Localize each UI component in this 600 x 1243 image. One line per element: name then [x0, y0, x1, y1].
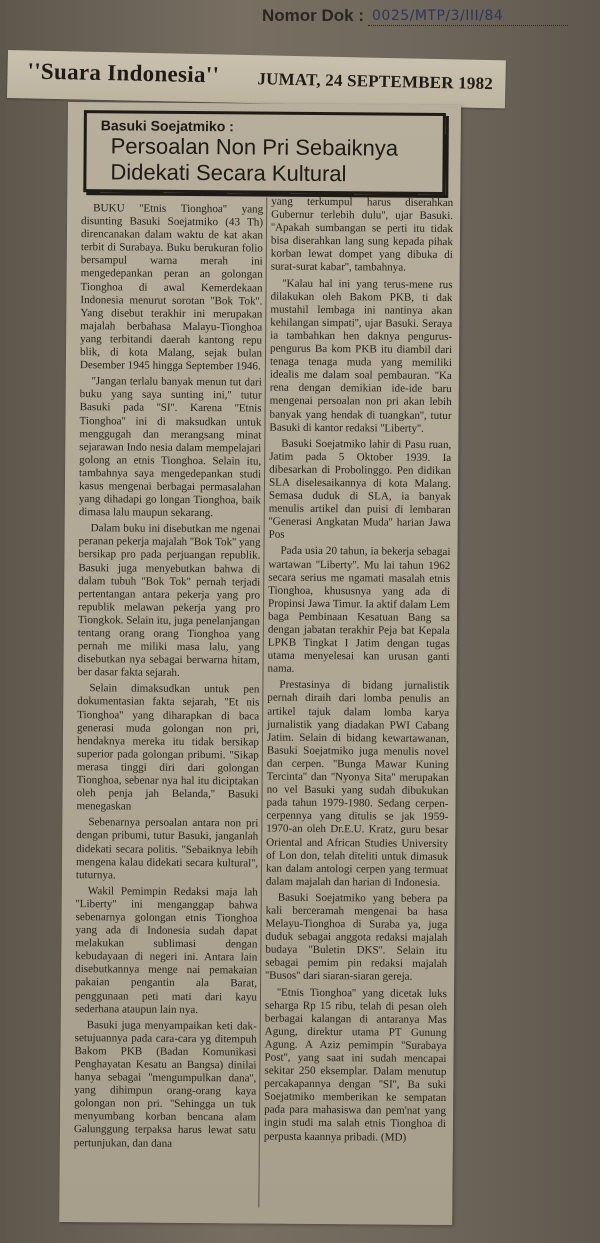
paragraph: yang terkumpul harus diserahkan Gubernur terlebih dulu'', ujar Basuki. ''Apakah sumbangan se perti itu tidak bisa diserahkan lang sung kepada pihak korban lewat dompet yang dibuka di surat-surat kabar'', tambahnya.: [270, 195, 454, 275]
paragraph: Basuki juga menyampaikan keti dak-setujuannya pada cara-cara yg ditempuh Bakom PKB (Badan Komunikasi Penghayatan Kesatu an Bangsa) dinilai hanya sebagai ''mengumpulkan dana'', yang dihimpun orang-orang kaya golongan non pri. ''Sehingga un tuk menyumbang korban bencana alam Galunggung terpaksa harus lewat satu pertunjukan, dan dana: [73, 1018, 257, 1150]
doc-number-line: [368, 25, 568, 26]
doc-number-value: 0025/MTP/3/III/84: [372, 8, 504, 24]
paragraph: Basuki Soejatmiko yang bebera pa kali berceramah mengenai ba hasa Melayu-Tionghoa di Suraba ya, juga duduk sebagai anggota redaksi majalah budaya ''Buletin DKS''. Selain itu sebagai pemim pin redaksi majalah ''Busos'' dari siaran-siaran gereja.: [265, 891, 448, 984]
paragraph: ''Jangan terlalu banyak menun tut dari buku yang saya sunting ini,'' tutur Basuki pada ''SI''. Karena ''Etnis Tionghoa'' ini di maksudkan untuk menggugah dan merangsang minat sejarawan Indo nesia dalam mempelajari golong an etnis Tionghoa. Selain itu, tambahnya saya mengedepankan studi kasus mengenai berbagai permasalahan yang dihadapi go longan Tionghoa, baik dimasa lalu maupun sekarang.: [78, 375, 262, 520]
paragraph: Basuki Soejatmiko lahir di Pasu ruan, Jatim pada 5 Oktober 1939. Ia dibesarkan di Probolinggo. Pen didikan SLA diselesaikannya di kota Malang. Semasa duduk di SLA, ia banyak menulis artikel dan puisi di lembaran ''Generasi Angkatan Muda'' harian Jawa Pos: [268, 437, 452, 542]
publication-date: JUMAT, 24 SEPTEMBER 1982: [257, 69, 494, 94]
article-body: [65, 195, 455, 1215]
left-column: [74, 202, 263, 1154]
paragraph: Sebenarnya persoalan antara non pri dengan pribumi, tutur Basuki, janganlah didekati secara politis. ''Sebaiknya lebih mengena kalau didekati secara kultural'', tuturnya.: [75, 816, 259, 882]
masthead-strip: [7, 50, 506, 108]
article-kicker: Basuki Soejatmiko :: [100, 117, 234, 135]
article-headline: Persoalan Non Pri Sebaiknya Didekati Secara Kultural: [110, 133, 399, 187]
doc-number-label: Nomor Dok :: [262, 6, 364, 25]
paragraph: ''Etnis Tionghoa'' yang dicetak luks seharga Rp 15 ribu, telah di pesan oleh berbagai kalangan di antaranya Mas Agung, direktur utama PT Gunung Agung. A Aziz pemimpin ''Surabaya Post'', yang saat ini sudah mencapai sekitar 250 eksemplar. Dalam menutup percakapannya dengan ''SI'', Ba suki Soejatmiko memberikan ke sempatan pada para mahasiswa dan pem'nat yang ingin studi ma salah etnis Tionghoa di perpusta kaannya pribadi. (MD): [263, 986, 448, 1144]
newspaper-source: ''Suara Indonesia'': [27, 58, 220, 88]
paragraph: BUKU ''Etnis Tionghoa'' yang disunting Basuki Soejatmiko (43 Th) direncanakan dalam waktu de kat akan terbit di Surabaya. Buku berukuran folio bersampul warna merah ini mengedepankan peran an golongan Tionghoa di awal Kemerdekaan Indonesia menurut sorotan ''Bok Tok''. Yang disebut terakhir ini merupakan majalah berbahasa Malayu-Tionghoa yang terbitandi daerah kantong repu blik, di kota Malang, sejak bulan Desember 1945 hingga September 1946.: [79, 202, 264, 373]
paragraph: Dalam buku ini disebutkan me ngenai peranan pekerja majalah ''Bok Tok'' yang bersikap pro pada perjuangan republik. Basuki juga menyebutkan bahwa di dalam tubuh ''Bok Tok'' pernah terjadi pertentangan antara pekerja yang pro republik melawan pekerja yang pro Tiongkok. Selain itu, juga penelanjangan tentang orang orang Tionghoa yang pernah me miliki masa lalu, yang disebutkan nya sebagai berwarna hitam, ber dasar fakta sejarah.: [77, 522, 261, 680]
paragraph: Selain dimaksudkan untuk pen dokumentasian fakta sejarah, ''Et nis Tionghoa'' yang diharapkan di baca generasi muda golongan non pri, hendaknya mereka itu tidak bersikap superior pada golongan pribumi. ''Sikap merasa tinggi diri dari golongan Tionghoa, sebenar nya hal itu diciptakan oleh penja jah Belanda,'' Basuki menegaskan: [76, 682, 260, 813]
paragraph: ''Kalau hal ini yang terus-mene rus dilakukan oleh Bakom PKB, ti dak mustahil lembaga ini nantinya akan kehilangan simpati'', ujar Basuki. Seraya ia tambahkan hen daknya pengurus-pengurus Ba kom PKB itu diambil dari tenaga tenaga muda yang memiliki idealis me dalam soal pembauran. ''Ka rena dengan demikian ide-ide baru mengenai persoalan non pri akan lebih banyak yang hendak di tuangkan'', tutur Basuki di kantor redaksi ''Liberty''.: [269, 277, 453, 435]
right-column: [264, 196, 453, 1148]
newspaper-clipping: [59, 102, 461, 1225]
paragraph: Prestasinya di bidang jurnalistik pernah diraih dari lomba penulis an artikel tajuk dalam lomba karya jurnalistik yang diadakan PWI Cabang Jatim. Selain di bidang kewartawanan, Basuki Soejatmiko juga menulis novel dan cerpen. ''Bunga Mawar Kuning Tercinta'' dan ''Nyonya Sita'' merupakan no vel Basuki yang sudah dibukukan pada tahun 1979-1980. Sedang cerpen-cerpennya yang ditulis se jak 1959-1970-an oleh Dr.E.U. Kratz, guru besar Oriental and African Studies University of Lon don, telah diteliti untuk dimasuk kan dalam antologi cerpen yang termuat dalam majalah dan harian di Indonesia.: [265, 679, 450, 889]
paragraph: Pada usia 20 tahun, ia bekerja sebagai wartawan ''Liberty''. Mu lai tahun 1962 secara serius me ngamati masalah etnis Tionghoa, khususnya yang ada di Propinsi Jawa Timur. Ia aktif dalam Lem baga Pembinaan Kesatuan Bang sa dengan jabatan terakhir Peja bat Kepala LPKB Tingkat I Jatim dengan tugas utama menyelesai kan urusan ganti nama.: [267, 545, 451, 676]
paragraph: Wakil Pemimpin Redaksi maja lah ''Liberty'' ini menganggap bahwa sebenarnya golongan etnis Tionghoa yang ada di Indonesia sudah dapat melakukan sublimasi dengan kebudayaan di negeri ini. Antara lain disebutkannya menge nai pemakaian pakaian pengantin ala Barat, penggunaan peti mati dari kayu sederhana ataupun lain nya.: [74, 884, 258, 1016]
headline-box: [83, 110, 446, 195]
